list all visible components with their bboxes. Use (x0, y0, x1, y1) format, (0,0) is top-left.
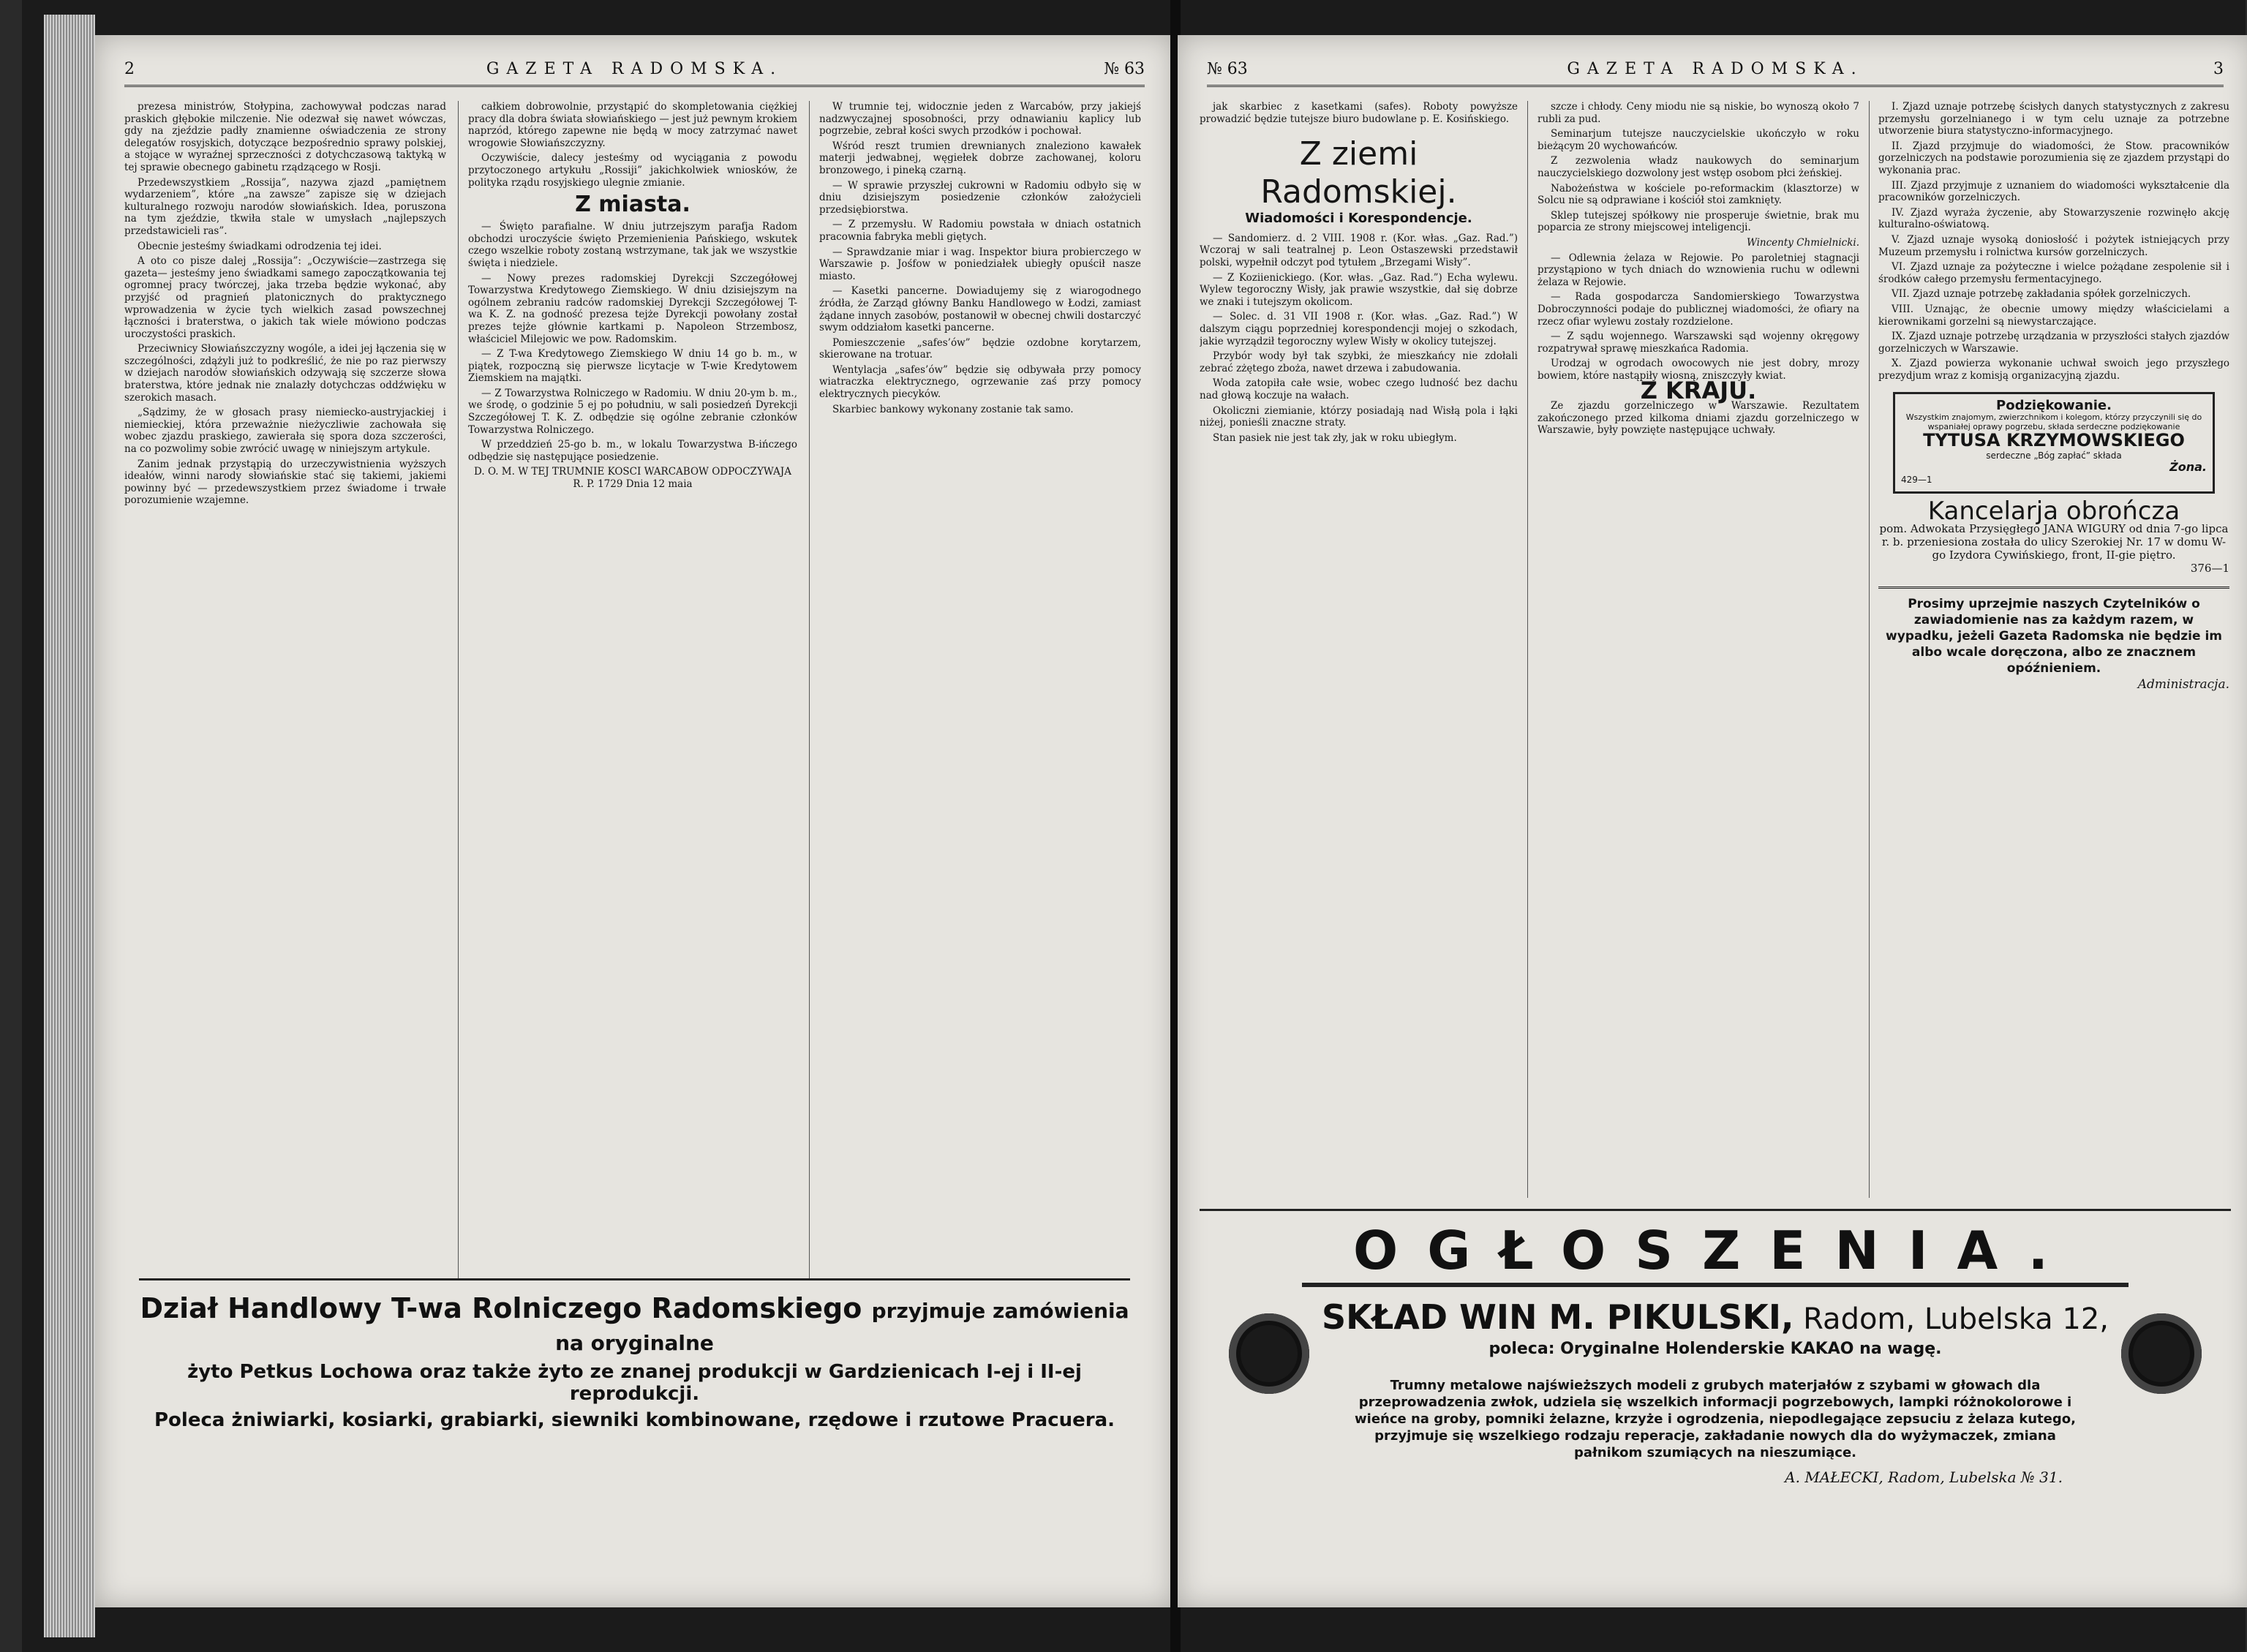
ogloszenia-section (1200, 1209, 2231, 1486)
paragraph: Przybór wody był tak szybki, że mieszkańcy nie zdołali zebrać zżętego zboża, nawet drzewa i zabudowania. (1200, 350, 1518, 374)
right-masthead-title: GAZETA RADOMSKA. (1567, 60, 1864, 78)
paragraph: Skarbiec bankowy wykonany zostanie tak samo. (832, 403, 1074, 415)
section-heading-z-kraju: Z KRAJU. (1640, 377, 1757, 405)
right-page-number: 3 (2213, 60, 2224, 78)
right-column-2 (1537, 101, 1859, 1198)
left-masthead-title: GAZETA RADOMSKA. (486, 60, 783, 78)
paragraph: Nabożeństwa w kościele po-reformackim (klasztorze) w Solcu nie są odprawiane i kościół stoi zamknięty. (1537, 182, 1859, 207)
paragraph: — Z przemysłu. W Radomiu powstała w dniach ostatnich pracownia fabryka mebli giętych. (819, 219, 1141, 243)
paragraph: — Rada gospodarcza Sandomierskiego Towarzystwa Dobroczynności podaje do publicznej wiadomości, że ofiary na rzecz ofiar wylewu zostały rozdzielone. (1537, 291, 1859, 328)
paragraph: całkiem dobrowolnie, przystąpić do skompletowania ciężkiej pracy dla dobra świata słowiańskiego — jest już pewnym krokiem naprzód, którego zapewne nie będą w mocy zatrzymać nawet wrogowie Słowiańszczyzny. (468, 101, 797, 149)
paragraph: szcze i chłody. Ceny miodu nie są niskie, bo wynoszą około 7 rubli za pud. (1537, 101, 1859, 125)
paragraph: Woda zatopiła całe wsie, wobec czego ludność bez dachu nad głową koczuje na wałach. (1200, 377, 1518, 401)
paragraph: — W sprawie przyszłej cukrowni w Radomiu odbyło się w dniu dzisiejszym posiedzenie członków założycieli przedsiębiorstwa. (819, 179, 1141, 216)
left-column-3 (819, 101, 1141, 1271)
paragraph: Wentylacja „safes’ów” będzie się odbywała przy pomocy wiatraczka elektrycznego, ogrzewanie zaś przy pomocy elektrycznych piecyków. (819, 363, 1141, 401)
paragraph: IV. Zjazd wyraża życzenie, aby Stowarzyszenie rozwinęło akcję kulturalno-oświatową. (1878, 206, 2229, 231)
right-column-3 (1878, 101, 2229, 1198)
paragraph: Sklep tutejszej spółkowy nie prosperuje świetnie, brak mu poparcia ze strony miejscowej inteligencji. (1537, 209, 1859, 234)
paragraph: Przeciwnicy Słowiańszczyzny wogóle, a idei jej łączenia się w szczególności, zdążyli już to podkreślić, że nie po raz pierwszy w dziejach narodów słowiańskich odzywają się szczerze słowa braterstwa, które jednak nie znalazły dotychczas oddźwięku w szerokich masach. (124, 343, 446, 404)
paragraph: — Sandomierz. d. 2 VIII. 1908 r. (Kor. włas. „Gaz. Rad.”) Wczoraj w sali teatralnej p. Leon Ostaszewski przedstawił polski, wypełnił odczyt pod tytułem „Brzegami Wisły”. (1200, 232, 1518, 268)
paragraph: — Z Koziienickiego. (Kor. włas. „Gaz. Rad.”) Echa wylewu. Wylew tegoroczny Wisły, jak prawie wszystkie, dał się dobrze we znaki i tutejszym okolicom. (1200, 271, 1518, 308)
coffin-emblem-icon (1229, 1313, 1309, 1394)
right-issue-number: № 63 (1207, 60, 1248, 78)
paragraph: Ze zjazdu gorzelniczego w Warszawie. Rezultatem zakończonego przed kilkoma dniami zjazdu gorzelniczego w Warszawie, były powzięte następujące uchwały. (1537, 400, 1859, 437)
paragraph: — Kasetki pancerne. Dowiadujemy się z wiarogodnego źródła, że Zarząd główny Banku Handlowego w Łodzi, zamiast żądane innych zasobów, postanowił w obecnej chwili dostarczyć swym oddziałom kasetki pancerne. (819, 285, 1141, 334)
paragraph: Obecnie jesteśmy świadkami odrodzenia tej idei. (138, 240, 382, 252)
left-page-number: 2 (124, 60, 135, 78)
notice-sub: serdeczne „Bóg zapłać” składa (1986, 450, 2122, 461)
paragraph: jak skarbiec z kasetkami (safes). Roboty powyższe prowadzić będzie tutejsze biuro budowlane p. E. Kosińskiego. (1200, 101, 1518, 125)
subscriber-notice-sign: Administracja. (2137, 677, 2229, 693)
paragraph: I. Zjazd uznaje potrzebę ścisłych danych statystycznych z zakresu przemysłu gorzelnianego i w tym celu uznaje za potrzebne utworzenie biura statystyczno-informacyjnego. (1878, 101, 2229, 137)
paragraph: VIII. Uznając, że obecnie umowy między właścicielami a kierownikami gorzelni są niewystarczające. (1878, 303, 2229, 328)
paragraph: Przedewszystkiem „Rossija”, nazywa zjazd „pamiętnem wydarzeniem”, które „na zawsze” zapisze się w dziejach kulturalnego rozwoju narodów słowiańskich. Idea, poruszona na tym zjeździe, tkwiła stale w umysłach „najlepszych przedstawicieli ras”. (124, 176, 446, 237)
section-subheading: Wiadomości i Korespondencje. (1245, 211, 1472, 227)
paragraph: Seminarjum tutejsze nauczycielskie ukończyło w roku bieżącym 20 wychowańców. (1537, 128, 1859, 152)
paragraph: X. Zjazd powierza wykonanie uchwał swoich jego przyszłego prezydjum wraz z komisją organizacyjną zjazdu. (1878, 358, 2229, 382)
ogloszenia-heading: OGŁOSZENIA. (1353, 1220, 2077, 1281)
paragraph: VI. Zjazd uznaje za pożyteczne i wielce pożądane zespolenie sił i środków całego przemysłu fermentacyjnego. (1878, 261, 2229, 285)
paragraph: „Sądzimy, że w głosach prasy niemiecko-austryjackiej i niemieckiej, która przeważnie nieżyczliwie zachowała się wobec zjazdu praskiego, zawierała się spora doza szczerości, na co pozwolimy sobie zwrócić uwagę w niniejszym artykule. (124, 407, 446, 456)
left-page-header (124, 56, 1145, 87)
right-page-header (1207, 56, 2224, 87)
coffin-emblem-icon (2121, 1313, 2202, 1394)
tomb-inscription: D. O. M. W TEJ TRUMNIE KOSCI WARCABOW ODPOCZYWAJA R. P. 1729 Dnia 12 maia (474, 466, 791, 491)
kancelaria-text: pom. Adwokata Przysięgłego JANA WIGURY od dnia 7-go lipca r. b. przeniesiona została do ulicy Szerokiej Nr. 17 w domu W-go Izydora Cywińskiego, front, II-gie piętro. (1879, 522, 2229, 562)
coffin-maker-sign: A. MAŁECKI, Radom, Lubelska № 31. (1785, 1468, 2063, 1486)
divider (1302, 1283, 2129, 1287)
newspaper-spread (22, 0, 2246, 1652)
paragraph: W trumnie tej, widocznie jeden z Warcabów, przy jakiejś nadzwyczajnej sposobności, przy odnawianiu kaplicy lub pogrzebie, zebrał kości swych przodków i pochował. (819, 101, 1141, 137)
paragraph: — Solec. d. 31 VII 1908 r. (Kor. włas. „Gaz. Rad.”) W dalszym ciągu poprzedniej korespondencji mojej o szkodach, jakie wyrządził tegoroczny wylew Wisły w okolicy tutejszej. (1200, 311, 1518, 347)
ad-line-2: żyto Petkus Lochowa oraz także żyto ze znanej produkcji w Gardzienicach I-ej i II-ej reprodukcji. (187, 1361, 1082, 1405)
column-rule (1869, 101, 1870, 1198)
paragraph: V. Zjazd uznaje wysoką doniosłość i pożytek istniejących przy Muzeum przemysłu i rolnictwa kursów gorzelniczych. (1878, 233, 2229, 258)
left-column-1 (124, 101, 446, 1271)
paragraph: prezesa ministrów, Stołypina, zachowywał podczas narad praskich głębokie milczenie. Nie odezwał się nawet wówczas, gdy na zjeździe padły znamienne oświadczenia ze strony delegatów rosyjskich, dotyczące bezpośrednio sprawy polskiej, a stojące w wyraźnej sprzeczności z dotychczasową taktyką w tej sprawie obecnego gabinetu rządzącego w Rosji. (124, 101, 446, 173)
signature: Wincenty Chmielnicki. (1746, 236, 1859, 249)
paragraph: Stan pasiek nie jest tak zły, jak w roku ubiegłym. (1213, 431, 1457, 444)
section-heading-z-miasta: Z miasta. (575, 192, 690, 218)
coffin-maker-ad: Trumny metalowe najświeższych modeli z grubych materjałów z szybami w głowach dla przeprowadzenia zwłok, udziela się wszelkich informacji pogrzebowych, lampki różnokolorowe i wieńce na groby, pomniki żelazne, krzyże i ogrodzenia, niepodlegające zepsuciu z żelaza kutego, przyjmuje się wszelkiego rodzaju reperacje, zakładanie nowych dla do wyżymaczek, zmiana pałnikom szumiących na nieszumiące. (1355, 1378, 2076, 1460)
paragraph: W przeddzień 25-go b. m., w lokalu Towarzystwa B-ińczego odbędzie się następujące posiedzenie. (468, 439, 797, 463)
paragraph: Okoliczni ziemianie, którzy posiadają nad Wisłą pola i łąki niżej, ponieśli znaczne straty. (1200, 404, 1518, 429)
paragraph: VII. Zjazd uznaje potrzebę zakładania spółek gorzelniczych. (1892, 288, 2191, 301)
paragraph: — Odlewnia żelaza w Rejowie. Po paroletniej stagnacji przystąpiono w tych dniach do wznowienia ruchu w odlewni żelaza w Rejowie. (1537, 252, 1859, 288)
notice-sign: Żona. (2169, 460, 2207, 475)
subscriber-notice-text: Prosimy uprzejmie naszych Czytelników o zawiadomienie nas za każdym razem, w wypadku, jeżeli Gazeta Radomska nie będzie im albo wcale doręczona, albo ze znacznem opóźnieniem. (1886, 597, 2222, 676)
right-column-1 (1200, 101, 1518, 1198)
left-issue-number: № 63 (1104, 60, 1145, 78)
ad-line-1-rest: przyjmuje zamówienia na oryginalne (555, 1299, 1129, 1355)
left-page (95, 35, 1174, 1607)
ad-title: Dział Handlowy T-wa Rolniczego Radomskiego (140, 1292, 862, 1324)
kancelaria-heading: Kancelarja obrończa (1927, 497, 2180, 527)
paragraph: Z zezwolenia władz naukowych do seminarjum nauczycielskiego dozwolony jest wstęp osobom płci żeńskiej. (1537, 155, 1859, 179)
wine-store-sub: poleca: Oryginalne Holenderskie KAKAO na wagę. (1488, 1340, 1942, 1358)
paragraph: — Święto parafialne. W dniu jutrzejszym parafja Radom obchodzi uroczyście święto Przemienienia Pańskiego, wskutek czego wszelkie roboty zostaną wstrzymane, tak jak we wszystkie święta i niedziele. (468, 221, 797, 269)
notice-name: TYTUSA KRZYMOWSKIEGO (1923, 430, 2185, 451)
paragraph: IX. Zjazd uznaje potrzebę urządzania w przyszłości stałych zjazdów gorzelniczych w Warszawie. (1878, 331, 2229, 355)
paragraph: — Sprawdzanie miar i wag. Inspektor biura probierczego w Warszawie p. Jośfow w poniedziałek ubiegły opuścił nasze miasto. (819, 246, 1141, 282)
ad-line-1 (139, 1292, 1130, 1357)
column-rule (458, 101, 459, 1278)
notice-title: Podziękowanie. (1996, 398, 2112, 414)
wine-store-address: Radom, Lubelska 12, (1794, 1302, 2109, 1336)
paragraph: Oczywiście, dalecy jesteśmy od wyciągania z powodu przytoczonego artykułu „Rossiji” jakichkolwiek wniosków, że polityka rządu rosyjskiego ulegnie zmianie. (468, 152, 797, 189)
paragraph: III. Zjazd przyjmuje z uznaniem do wiadomości wykształcenie dla pracowników gorzelniczych. (1878, 179, 2229, 204)
paragraph: Pomieszczenie „safes’ów” będzie ozdobne korytarzem, skierowane na trotuar. (819, 336, 1141, 361)
ad-line-3: Poleca żniwiarki, kosiarki, grabiarki, siewniki kombinowane, rzędowe i rzutowe Pracuera. (154, 1409, 1115, 1431)
subscriber-notice (1878, 587, 2229, 693)
paragraph: — Z T-wa Kredytowego Ziemskiego W dniu 14 go b. m., w piątek, rozpoczną się pierwsze licytacje w T-wie Kredytowem Ziemskiem na majątki. (468, 348, 797, 385)
paragraph: Urodzaj w ogrodach owocowych nie jest dobry, mrozy bowiem, które nastąpiły wiosną, zniszczyły kwiat. (1537, 358, 1859, 382)
notice-text: Wszystkim znajomym, zwierzchnikom i kolegom, którzy przyczynili się do wspaniałej oprawy pogrzebu, składa serdeczne podziękowanie (1905, 412, 2202, 432)
paragraph: Wśród reszt trumien drewnianych znaleziono kawałek materji jedwabnej, węgiełek dobrze zachowanej, koloru bronzowego, i pineką czarną. (819, 140, 1141, 176)
book-page-edge (44, 15, 95, 1637)
column-rule (809, 101, 810, 1278)
right-page (1178, 35, 2247, 1607)
section-heading-z-ziemi-radomskiej: Z ziemi Radomskiej. (1260, 135, 1457, 211)
notice-code: 429—1 (1901, 474, 1932, 485)
wine-store-name: SKŁAD WIN M. PIKULSKI, (1321, 1297, 1794, 1337)
advertisement-dzial-handlowy (139, 1278, 1130, 1431)
kancelaria-code: 376—1 (2190, 562, 2229, 576)
paragraph: II. Zjazd przyjmuje do wiadomości, że Stow. pracowników gorzelniczych na podstawie porozumienia się ze zjazdem przystąpi do wykonania prac. (1878, 140, 2229, 176)
paragraph: Zanim jednak przystąpią do urzeczywistnienia wyższych ideałów, winni narody słowiańskie stać się takiemi, jakiemi powinny być — przedewszystkiem przez świadome i trwałe porozumienie wzajemne. (124, 458, 446, 507)
paragraph: — Z Towarzystwa Rolniczego w Radomiu. W dniu 20-ym b. m., we środę, o godzinie 5 ej po południu, w sali posiedzeń Dyrekcji Szczegółowej T. K. Z. odbędzie się ogólne zebranie członków Towarzystwa Rolniczego. (468, 387, 797, 436)
left-column-2 (468, 101, 797, 1271)
paragraph: — Z sądu wojennego. Warszawski sąd wojenny okręgowy rozpatrywał sprawę mieszkańca Radomia. (1537, 331, 1859, 355)
wine-store-ad (1200, 1297, 2231, 1337)
paragraph: — Nowy prezes radomskiej Dyrekcji Szczegółowej Towarzystwa Kredytowego Ziemskiego. W dniu dzisiejszym na ogólnem zebraniu radców radomskiej Dyrekcji Szczegółowej T-wa K. Z. na godność prezesa tejże Dyrekcji powołany został prezes tejże głównie kartkami p. Napoleon Strzembosz, właściciel Milejowic we pow. Radomskim. (468, 272, 797, 345)
podziekowanie-notice (1893, 392, 2215, 494)
column-rule (1527, 101, 1528, 1198)
paragraph: A oto co pisze dalej „Rossija”: „Oczywiście—zastrzega się gazeta— jesteśmy jeno świadkami samego zapoczątkowania tej ogromnej pracy twórczej, jaka trzeba będzie wykonać, aby przyjść od pragnień platonicznych do praktycznego wprowadzenia w życie tych wielkich zasad powszechnej łączności i braterstwa, o jakich tak wiele mówiono podczas uroczystości praskich. (124, 255, 446, 340)
